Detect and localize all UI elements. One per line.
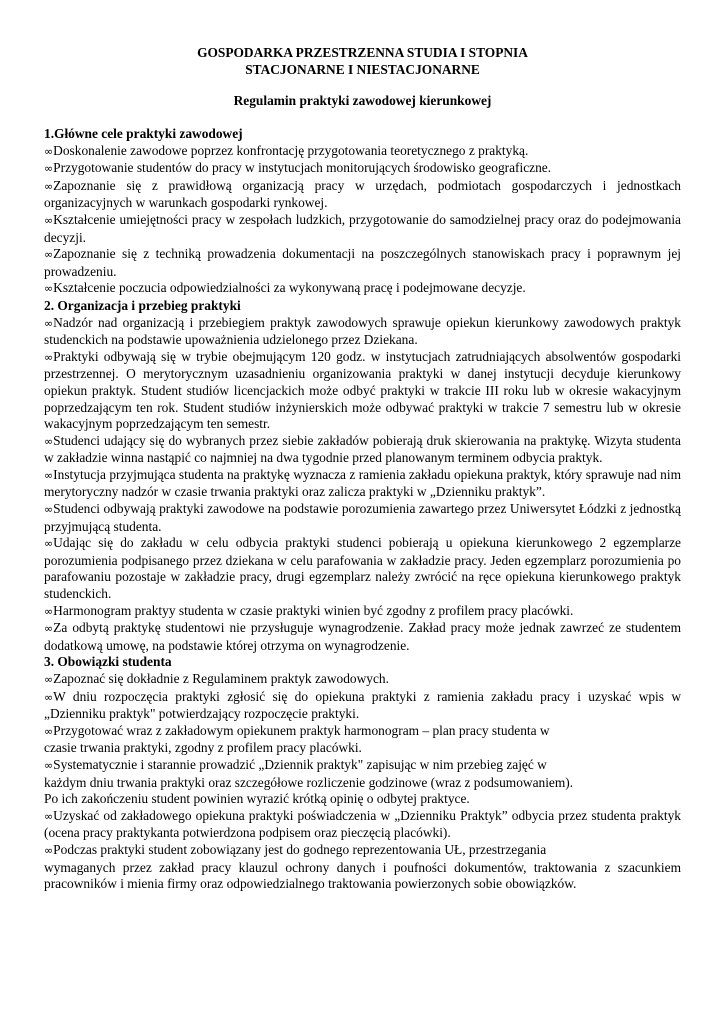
section3-item-line [44, 757, 681, 775]
infinity-bullet-icon: ∞ [44, 468, 54, 482]
section2-item [44, 433, 681, 467]
section1-item-text: Kształcenie poczucia odpowiedzialności za wykonywaną pracę i podejmowane decyzje. [53, 280, 526, 296]
section3-item [44, 723, 681, 757]
section2-item-text: Praktyki odbywają się w trybie obejmującym 120 godz. w instytucjach zatrudniających absolwentów gospodarki przestrzennej. O merytorycznym uzasadnieniu organizowania praktyki w danej instytucji decyduje kierunkowy opiekun praktyk. Student studiów licencjackich może odbyć praktyki w trakcie III roku lub w okresie wakacyjnym poprzedzającym ten rok. Student studiów inżynierskich może odbywać praktyki w trakcie 7 semestru lub w okresie wakacyjnym poprzedzającym ten semestr. [44, 348, 681, 432]
section3-item-text: Systematycznie i starannie prowadzić „Dziennik praktyk" zapisując w nim przebieg zajęć w [53, 756, 547, 772]
section2-item [44, 620, 681, 654]
section1-item-text: Kształcenie umiejętności pracy w zespołach ludzkich, przygotowanie do samodzielnej pracy oraz do podejmowania decyzji. [44, 211, 681, 245]
section2-item [44, 315, 681, 349]
section3-item-line [44, 842, 681, 860]
section1-item [44, 246, 681, 280]
section1-item-text: Zapoznanie się z techniką prowadzenia dokumentacji na poszczególnych stanowiskach pracy i poprawnym jej prowadzeniu. [44, 246, 681, 279]
infinity-bullet-icon: ∞ [44, 604, 54, 618]
section1-item-text: Zapoznanie się z prawidłową organizacją pracy w urzędach, podmiotach gospodarczych i jednostkach organizacyjnych w warunkach gospodarki rynkowej. [44, 177, 681, 211]
section2-item [44, 501, 681, 535]
section1-item [44, 178, 681, 212]
section3-item-text: Uzyskać od zakładowego opiekuna praktyki poświadczenia w „Dzienniku Praktyk” odbycia przez studenta praktyk (ocena pracy praktykanta potwierdzona podpisem oraz pieczęcią placówki). [44, 807, 681, 841]
section1-item [44, 160, 681, 178]
section2-item-text: Studenci udający się do wybranych przez siebie zakładów pobierają druk skierowania na praktykę. Wizyta studenta w zakładzie winna nastąpić co najmniej na dwa tygodnie przed planowanym terminem odbycia praktyk. [44, 432, 681, 466]
infinity-bullet-icon: ∞ [44, 537, 54, 551]
section2-item-text: Harmonogram praktyy studenta w czasie praktyki winien być zgodny z profilem pracy placówki. [53, 602, 574, 618]
section3-item [44, 671, 681, 689]
section1-item-text: Przygotowanie studentów do pracy w instytucjach monitorujących środowisko geograficzne. [53, 160, 552, 176]
infinity-bullet-icon: ∞ [44, 248, 54, 262]
section3-heading: 3. Obowiązki studenta [44, 654, 172, 670]
infinity-bullet-icon: ∞ [44, 350, 54, 364]
section3-item-text: W dniu rozpoczęcia praktyki zgłosić się do opiekuna praktyki z ramienia zakładu pracy i uzyskać wpis w „Dzienniku praktyk" potwierdzający rozpoczęcie praktyki. [44, 688, 681, 722]
document-title-line1: GOSPODARKA PRZESTRZENNA STUDIA I STOPNIA [197, 45, 528, 60]
infinity-bullet-icon: ∞ [44, 809, 54, 823]
infinity-bullet-icon: ∞ [44, 690, 54, 704]
document-subtitle: Regulamin praktyki zawodowej kierunkowej [233, 93, 492, 108]
section3-item-continuation: wymaganych przez zakład pracy klauzul ochrony danych i poufności dokumentów, traktowania z szacunkiem pracowników i mienia firmy oraz odpowiedzialnego traktowania powierzonych sobie obowiązków. [44, 859, 681, 892]
infinity-bullet-icon: ∞ [44, 434, 54, 448]
section3-item [44, 757, 681, 808]
section2-heading: 2. Organizacja i przebieg praktyki [44, 297, 241, 313]
section2-item-text: Instytucja przyjmująca studenta na praktykę wyznacza z ramienia zakładu opiekuna praktyk, który sprawuje nad nim merytoryczny nadzór w czasie trwania praktyki oraz zalicza praktyki w „Dzienniku praktyk”. [44, 466, 681, 500]
infinity-bullet-icon: ∞ [44, 758, 54, 772]
section3-item [44, 808, 681, 842]
infinity-bullet-icon: ∞ [44, 144, 54, 158]
section3-item-line: czasie trwania praktyki, zgodny z profilem pracy placówki. [44, 740, 362, 756]
infinity-bullet-icon: ∞ [44, 179, 54, 193]
section3-item-line: Po ich zakończeniu student powinien wyrazić krótką opinię o odbytej praktyce. [44, 791, 470, 807]
section3-item-text: Zapoznać się dokładnie z Regulaminem praktyk zawodowych. [53, 671, 389, 686]
section2-item-text: Udając się do zakładu w celu odbycia praktyki studenci pobierają u opiekuna kierunkowego 2 egzemplarze porozumienia podpisanego przez dziekana w celu parafowania w zakładzie pracy. Jeden egzemplarz porozumienia po parafowaniu pozostaje w zakładzie pracy, drugi egzemplarz należy zwrócić na ręce opiekuna kierunkowego praktyk studenckich. [44, 535, 681, 602]
section1-heading: 1.Główne cele praktyki zawodowej [44, 126, 243, 141]
document-title-line2: STACJONARNE I NIESTACJONARNE [245, 62, 480, 77]
section2-item [44, 467, 681, 501]
section2-item [44, 603, 681, 621]
infinity-bullet-icon: ∞ [44, 316, 54, 330]
section1-item [44, 143, 681, 161]
section1-item-text: Doskonalenie zawodowe poprzez konfrontację przygotowania teoretycznego z praktyką. [53, 142, 529, 158]
section3-item [44, 842, 681, 860]
section3-item-text: Podczas praktyki student zobowiązany jest do godnego reprezentowania UŁ, przestrzegania [53, 841, 547, 857]
section2-item-text: Nadzór nad organizacją i przebiegiem praktyk zawodowych sprawuje opiekun kierunkowy zawodowych praktyk studenckich na podstawie upoważnienia udzielonego przez Dziekana. [44, 314, 681, 348]
section3-item [44, 689, 681, 723]
infinity-bullet-icon: ∞ [44, 162, 54, 176]
infinity-bullet-icon: ∞ [44, 622, 54, 636]
infinity-bullet-icon: ∞ [44, 213, 54, 227]
section2-item [44, 535, 681, 602]
infinity-bullet-icon: ∞ [44, 673, 54, 686]
infinity-bullet-icon: ∞ [44, 724, 54, 738]
section1-item [44, 280, 681, 298]
infinity-bullet-icon: ∞ [44, 503, 54, 517]
section2-item [44, 349, 681, 433]
section2-item-text: Studenci odbywają praktyki zawodowe na podstawie porozumienia zawartego przez Uniwersytet Łódzki z jednostką przyjmującą studenta. [44, 501, 681, 534]
section2-item-text: Za odbytą praktykę studentowi nie przysługuje wynagrodzenie. Zakład pracy może jednak zawrzeć ze studentem dodatkową umowę, na podstawie której otrzyma on wynagrodzenie. [44, 620, 681, 653]
section3-item-line: każdym dniu trwania praktyki oraz szczegółowe rozliczenie godzinowe (wraz z podsumowaniem). [44, 774, 574, 790]
section3-item-text: Przygotować wraz z zakładowym opiekunem praktyk harmonogram – plan pracy studenta w [53, 722, 550, 738]
section3-item-line [44, 723, 681, 741]
infinity-bullet-icon: ∞ [44, 843, 54, 857]
section1-item [44, 212, 681, 246]
infinity-bullet-icon: ∞ [44, 282, 54, 296]
